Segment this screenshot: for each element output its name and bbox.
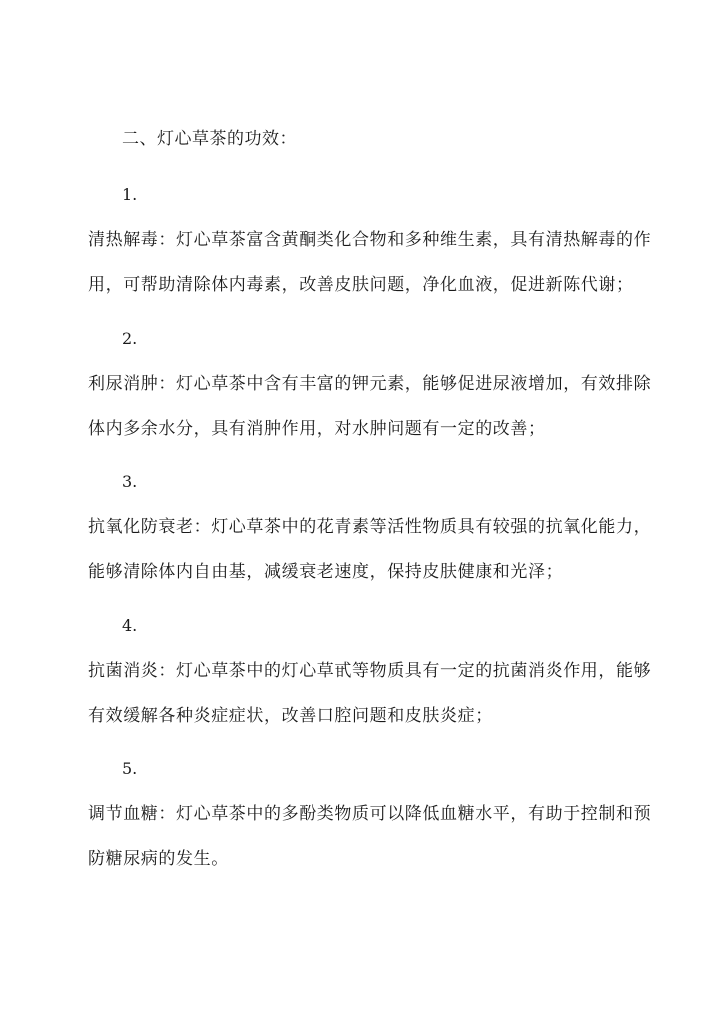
item-number: 2. bbox=[122, 329, 138, 348]
item-number: 5. bbox=[122, 759, 138, 778]
item-paragraph: 清热解毒：灯心草茶富含黄酮类化合物和多种维生素，具有清热解毒的作用，可帮助清除体内毒素，改善皮肤问题，净化血液，促进新陈代谢； bbox=[88, 230, 652, 295]
item-paragraph: 调节血糖：灯心草茶中的多酚类物质可以降低血糖水平，有助于控制和预防糖尿病的发生。 bbox=[88, 804, 652, 869]
section-heading: 二、灯心草茶的功效： bbox=[122, 129, 297, 149]
item-number: 3. bbox=[122, 472, 138, 491]
item-number: 1. bbox=[122, 185, 138, 204]
item-paragraph: 抗氧化防衰老：灯心草茶中的花青素等活性物质具有较强的抗氧化能力，能够清除体内自由基，减缓衰老速度，保持皮肤健康和光泽； bbox=[88, 517, 652, 582]
item-paragraph: 利尿消肿：灯心草茶中含有丰富的钾元素，能够促进尿液增加，有效排除体内多余水分，具有消肿作用，对水肿问题有一定的改善； bbox=[88, 374, 652, 439]
item-paragraph: 抗菌消炎：灯心草茶中的灯心草甙等物质具有一定的抗菌消炎作用，能够有效缓解各种炎症症状，改善口腔问题和皮肤炎症； bbox=[88, 661, 652, 726]
item-number: 4. bbox=[122, 616, 138, 635]
